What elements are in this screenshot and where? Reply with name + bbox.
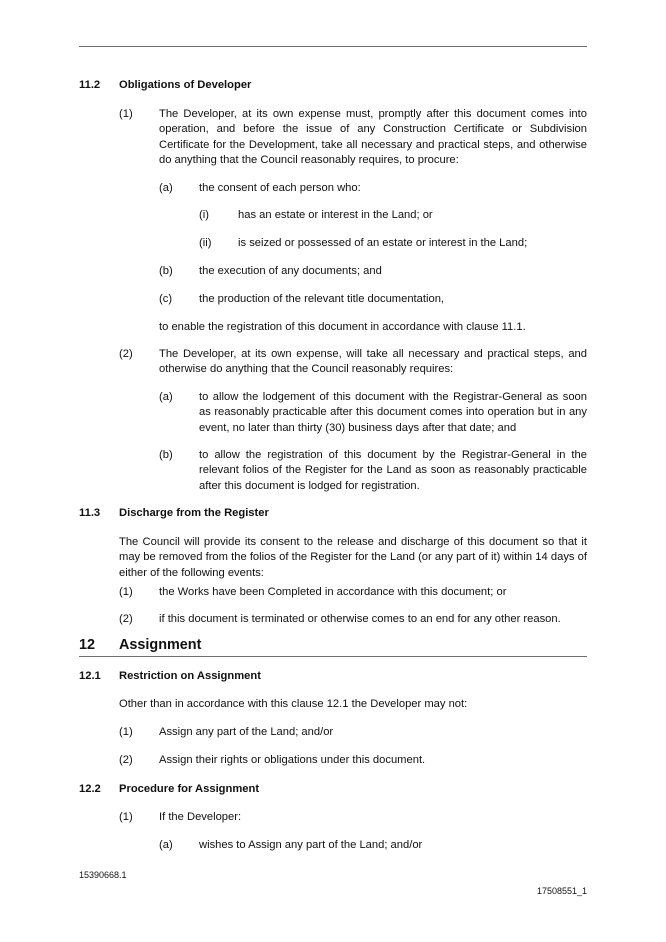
paragraph-text: Assign any part of the Land; and/or <box>159 726 334 738</box>
section-heading: Restriction on Assignment <box>119 670 261 682</box>
item-label: (ii) <box>199 237 212 249</box>
subparagraph-text: to allow the registration of this document by the Registrar-General in the relevant folios of the Register for the Land as soon as reasonably practicable after this document is lodged for registration. <box>199 449 587 492</box>
subparagraph-text: wishes to Assign any part of the Land; and/or <box>199 839 423 851</box>
subparagraph-label: (a) <box>159 391 173 403</box>
subparagraph-label: (a) <box>159 182 173 194</box>
paragraph-label: (1) <box>119 811 133 823</box>
section-number: 11.3 <box>79 507 101 519</box>
paragraph-label: (2) <box>119 348 133 360</box>
section-heading: Obligations of Developer <box>119 79 252 91</box>
paragraph-text: if this document is terminated or otherwise comes to an end for any other reason. <box>159 613 561 625</box>
subparagraph-label: (b) <box>159 449 173 461</box>
subparagraph-text: to allow the lodgement of this document with the Registrar-General as soon as reasonably practicable after this document comes into operation but in any event, no later than thirty (30) business days after that date; and <box>199 391 587 434</box>
section-heading: Procedure for Assignment <box>119 783 260 795</box>
paragraph-label: (1) <box>119 108 133 120</box>
item-text: has an estate or interest in the Land; or <box>238 209 433 221</box>
paragraph-text: Assign their rights or obligations under this document. <box>159 754 426 766</box>
chapter-heading: Assignment <box>119 637 202 653</box>
paragraph-label: (1) <box>119 586 133 598</box>
section-number: 11.2 <box>79 79 101 91</box>
subparagraph-label: (c) <box>159 293 173 305</box>
subparagraph-text: the execution of any documents; and <box>199 265 382 277</box>
paragraph-tail-text: to enable the registration of this document in accordance with clause 11.1. <box>159 321 526 333</box>
subparagraph-text: the consent of each person who: <box>199 182 361 194</box>
subparagraph-label: (b) <box>159 265 173 277</box>
footer-reference-id: 17508551_1 <box>536 886 587 896</box>
section-number: 12.2 <box>79 783 101 795</box>
subparagraph-text: the production of the relevant title documentation, <box>199 293 445 305</box>
paragraph-text: The Developer, at its own expense, will take all necessary and practical steps, and otherwise do anything that the Council reasonably requires: <box>159 348 587 376</box>
paragraph-label: (1) <box>119 726 133 738</box>
item-label: (i) <box>199 209 209 221</box>
paragraph-text: the Works have been Completed in accordance with this document; or <box>159 586 507 598</box>
chapter-number: 12 <box>79 637 96 653</box>
item-text: is seized or possessed of an estate or interest in the Land; <box>238 237 528 249</box>
subparagraph-label: (a) <box>159 839 173 851</box>
paragraph-label: (2) <box>119 613 133 625</box>
section-heading: Discharge from the Register <box>119 507 269 519</box>
chapter-rule <box>79 656 587 657</box>
section-number: 12.1 <box>79 670 101 682</box>
paragraph-text: The Council will provide its consent to the release and discharge of this document so that it may be removed from the folios of the Register for the Land (or any part of it) within 14 days of either of the following events: <box>119 536 587 579</box>
paragraph-text: Other than in accordance with this clause 12.1 the Developer may not: <box>119 698 468 710</box>
footer-document-id: 15390668.1 <box>79 870 127 880</box>
paragraph-text: If the Developer: <box>159 811 242 823</box>
header-rule <box>79 46 587 47</box>
paragraph-label: (2) <box>119 754 133 766</box>
paragraph-text: The Developer, at its own expense must, promptly after this document comes into operation, and before the issue of any Construction Certificate or Subdivision Certificate for the Development, take all necessary and practical steps, and otherwise do anything that the Council reasonably requires, to procure: <box>159 108 587 166</box>
